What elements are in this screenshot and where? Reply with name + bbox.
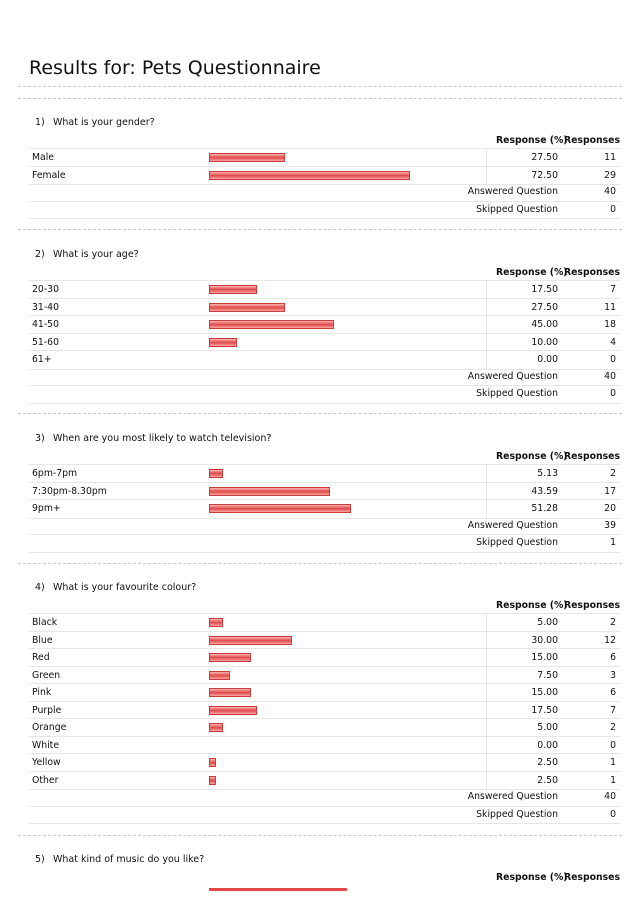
header-response-pct: Response (%) [496, 135, 568, 146]
divider [18, 86, 622, 87]
header-response-pct: Response (%) [496, 451, 568, 462]
answered-label: Answered Question [467, 791, 558, 802]
response-percent: 27.50 [531, 152, 558, 163]
table-row [29, 718, 620, 737]
response-bar [209, 487, 330, 496]
response-bar [209, 338, 237, 347]
response-percent: 15.00 [531, 652, 558, 663]
response-count: 12 [604, 634, 616, 646]
option-label: Blue [32, 634, 53, 646]
answered-count: 40 [604, 370, 616, 382]
skipped-label: Skipped Question [476, 388, 558, 399]
question-number: 4) [35, 582, 45, 593]
answered-row [29, 368, 620, 387]
response-percent: 30.00 [531, 634, 558, 646]
response-bar [209, 653, 251, 662]
response-count: 0 [610, 739, 616, 751]
answered-label: Answered Question [467, 370, 558, 382]
section-divider [18, 413, 622, 414]
response-percent: 2.50 [537, 774, 558, 786]
question-text: What is your gender? [53, 117, 155, 128]
column-divider [486, 316, 487, 334]
column-divider [486, 614, 487, 632]
skipped-row [29, 385, 620, 404]
response-bar [209, 285, 257, 294]
response-percent: 27.50 [531, 301, 558, 313]
response-count: 2 [610, 722, 616, 733]
answered-count: 39 [604, 519, 616, 531]
table-row [29, 464, 620, 483]
option-label: 41-50 [32, 319, 60, 330]
table-row [29, 666, 620, 685]
response-bar [209, 469, 223, 478]
header-response-pct: Response (%) [496, 872, 568, 883]
table-row [29, 631, 620, 650]
skipped-label: Skipped Question [476, 808, 558, 820]
column-divider [486, 281, 487, 299]
answered-row [29, 183, 620, 202]
column-divider [486, 299, 487, 317]
response-count: 4 [610, 336, 616, 348]
question-title [35, 854, 204, 865]
response-percent: 17.50 [531, 704, 558, 716]
skipped-count: 0 [610, 808, 616, 820]
response-count: 1 [610, 757, 616, 768]
option-label: 31-40 [32, 301, 60, 313]
option-label: Male [32, 152, 55, 163]
table-row [29, 298, 620, 317]
column-divider [486, 351, 487, 369]
table-row [29, 333, 620, 352]
table-row [29, 683, 620, 702]
response-percent: 5.00 [537, 722, 558, 733]
response-bar [209, 636, 292, 645]
table-row [29, 648, 620, 667]
question-title [35, 249, 139, 260]
response-count: 29 [604, 169, 616, 181]
column-divider [486, 737, 487, 755]
header-responses: Responses [563, 600, 620, 611]
column-divider [486, 649, 487, 667]
response-count: 18 [604, 319, 616, 330]
column-divider [486, 334, 487, 352]
table-row [29, 315, 620, 334]
table-row [29, 280, 620, 299]
option-label: Female [32, 169, 66, 181]
column-divider [486, 483, 487, 501]
option-label: 51-60 [32, 336, 60, 348]
answered-label: Answered Question [467, 519, 558, 531]
option-label: 61+ [32, 354, 52, 365]
question-text: What is your favourite colour? [53, 582, 197, 593]
response-count: 17 [604, 485, 616, 497]
section-divider [18, 835, 622, 836]
response-count: 7 [610, 284, 616, 295]
response-percent: 51.28 [531, 503, 558, 514]
question-number: 5) [35, 854, 45, 865]
response-count: 6 [610, 687, 616, 698]
option-label: Purple [32, 704, 62, 716]
response-count: 3 [610, 669, 616, 681]
response-bar [209, 153, 285, 162]
response-count: 11 [604, 152, 616, 163]
question-title [35, 433, 271, 444]
option-label: Pink [32, 687, 52, 698]
response-bar [209, 171, 410, 180]
answered-count: 40 [604, 791, 616, 802]
response-count: 7 [610, 704, 616, 716]
column-divider [486, 772, 487, 790]
option-label: Yellow [32, 757, 61, 768]
option-label: 20-30 [32, 284, 60, 295]
column-divider [486, 667, 487, 685]
skipped-row [29, 806, 620, 825]
response-count: 1 [610, 774, 616, 786]
skipped-row [29, 201, 620, 220]
table-row [29, 753, 620, 772]
option-label: Orange [32, 722, 67, 733]
response-count: 2 [610, 617, 616, 628]
table-header [496, 451, 620, 462]
header-responses: Responses [563, 451, 620, 462]
skipped-label: Skipped Question [476, 537, 558, 548]
response-percent: 2.50 [537, 757, 558, 768]
partial-bar [209, 888, 347, 891]
column-divider [486, 500, 487, 518]
response-percent: 17.50 [531, 284, 558, 295]
skipped-count: 0 [610, 203, 616, 215]
answered-row [29, 517, 620, 536]
option-label: 7:30pm-8.30pm [32, 485, 107, 497]
response-bar [209, 776, 216, 785]
response-percent: 7.50 [537, 669, 558, 681]
header-response-pct: Response (%) [496, 600, 568, 611]
response-count: 2 [610, 468, 616, 479]
response-bar [209, 723, 223, 732]
question-text: When are you most likely to watch television? [53, 433, 272, 444]
table-header [496, 872, 620, 883]
response-percent: 43.59 [531, 485, 558, 497]
section-divider [18, 563, 622, 564]
question-text: What is your age? [53, 249, 139, 260]
column-divider [486, 719, 487, 737]
response-bar [209, 303, 285, 312]
response-percent: 5.00 [537, 617, 558, 628]
response-bar [209, 618, 223, 627]
column-divider [486, 167, 487, 185]
table-header [496, 267, 620, 278]
question-title [35, 117, 155, 128]
question-number: 3) [35, 433, 45, 444]
response-percent: 5.13 [537, 468, 558, 479]
option-label: Red [32, 652, 50, 663]
header-response-pct: Response (%) [496, 267, 568, 278]
option-label: White [32, 739, 60, 751]
response-percent: 45.00 [531, 319, 558, 330]
column-divider [486, 754, 487, 772]
column-divider [486, 684, 487, 702]
table-row [29, 613, 620, 632]
response-bar [209, 688, 251, 697]
column-divider [486, 149, 487, 167]
response-percent: 10.00 [531, 336, 558, 348]
option-label: 6pm-7pm [32, 468, 78, 479]
option-label: Green [32, 669, 61, 681]
skipped-label: Skipped Question [476, 203, 558, 215]
response-count: 11 [604, 301, 616, 313]
table-row [29, 148, 620, 167]
table-header [496, 135, 620, 146]
response-bar [209, 504, 351, 513]
column-divider [486, 632, 487, 650]
response-count: 0 [610, 354, 616, 365]
skipped-count: 1 [610, 537, 616, 548]
response-count: 6 [610, 652, 616, 663]
answered-count: 40 [604, 186, 616, 197]
table-row [29, 701, 620, 720]
header-responses: Responses [563, 135, 620, 146]
table-row [29, 482, 620, 501]
question-number: 2) [35, 249, 45, 260]
question-text: What kind of music do you like? [53, 854, 205, 865]
response-percent: 15.00 [531, 687, 558, 698]
option-label: Other [32, 774, 59, 786]
response-bar [209, 706, 257, 715]
header-responses: Responses [563, 872, 620, 883]
header-responses: Responses [563, 267, 620, 278]
table-row [29, 736, 620, 755]
page-title: Results for: Pets Questionnaire [29, 57, 321, 79]
answered-label: Answered Question [467, 186, 558, 197]
response-percent: 0.00 [537, 739, 558, 751]
table-header [496, 600, 620, 611]
option-label: 9pm+ [32, 503, 61, 514]
response-count: 20 [604, 503, 616, 514]
divider [18, 98, 622, 99]
response-bar [209, 758, 216, 767]
answered-row [29, 788, 620, 807]
question-number: 1) [35, 117, 45, 128]
option-label: Black [32, 617, 58, 628]
skipped-row [29, 534, 620, 553]
response-bar [209, 671, 230, 680]
response-bar [209, 320, 334, 329]
column-divider [486, 702, 487, 720]
response-percent: 72.50 [531, 169, 558, 181]
column-divider [486, 465, 487, 483]
section-divider [18, 229, 622, 230]
question-title [35, 582, 196, 593]
response-percent: 0.00 [537, 354, 558, 365]
skipped-count: 0 [610, 388, 616, 399]
